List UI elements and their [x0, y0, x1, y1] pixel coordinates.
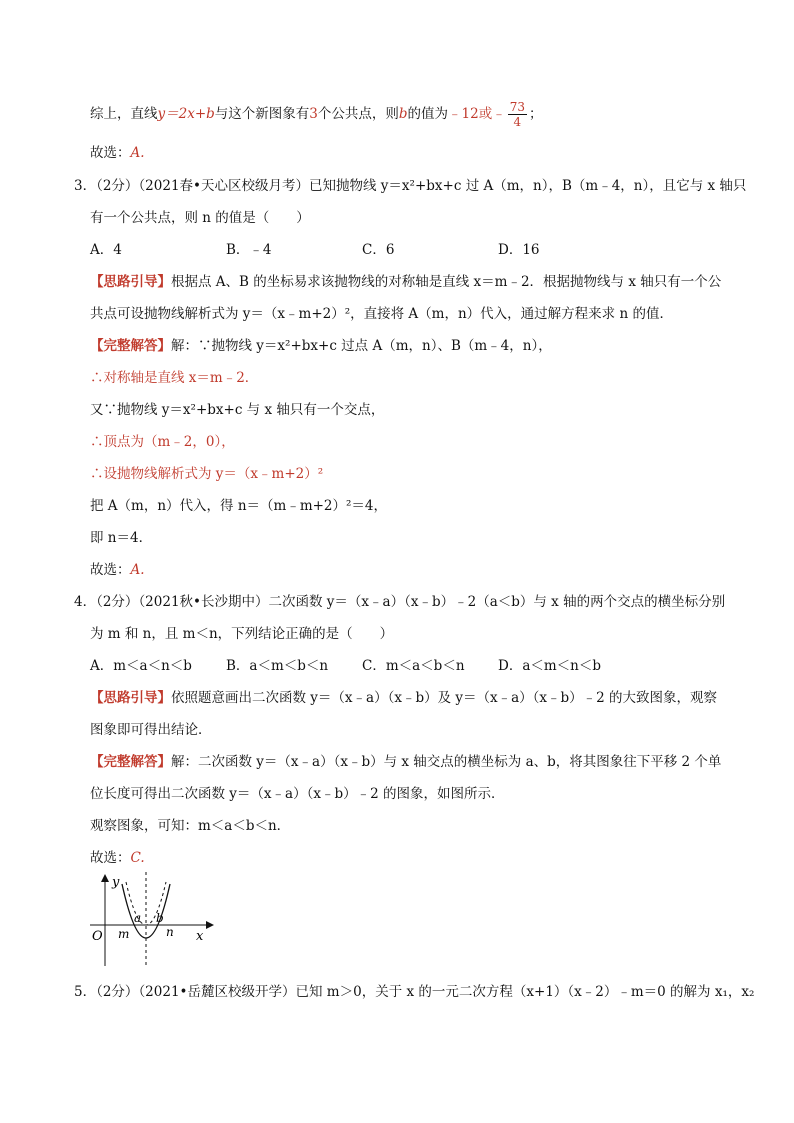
q3-solution-line-6: 把 A（m，n）代入，得 n＝（m﹣m+2）²＝4，	[90, 498, 388, 514]
q3-option-b: B．﹣4	[226, 242, 272, 258]
q4-option-d: D．a＜m＜n＜b	[498, 658, 602, 674]
question-stem: 已知 m＞0，关于 x 的一元二次方程（x+1）（x﹣2）﹣m＝0 的解为 x₁，x₂	[295, 984, 755, 1000]
hint-text: 依照题意画出二次函数 y＝（x﹣a）（x﹣b）及 y＝（x﹣a）（x﹣b）﹣2 的大致图象，观察	[171, 690, 718, 706]
q4-solution-line-1	[90, 752, 721, 772]
hint-text: 根据点 A、B 的坐标易求该抛物线的对称轴是直线 x＝m﹣2．根据抛物线与 x 轴只有一个公	[171, 274, 722, 290]
question-source: （2021春•天心区校级月考）	[138, 178, 310, 194]
question-stem: 二次函数 y＝（x﹣a）（x﹣b）﹣2（a＜b）与 x 轴的两个交点的横坐标分别	[268, 594, 726, 610]
y-axis-arrow-icon	[101, 874, 109, 882]
question-source: （2021•岳麓区校级开学）	[138, 984, 296, 1000]
q4-hint-line-2: 图象即可得出结论．	[90, 722, 212, 738]
answer-value: A.	[130, 145, 145, 161]
q2-summary-text-c: 个公共点，则	[317, 106, 399, 122]
question-source: （2021秋•长沙期中）	[138, 594, 269, 610]
solution-tag: 【完整解答】	[90, 338, 171, 354]
q3-stem-line-2: 有一个公共点，则 n 的值是（ ）	[90, 210, 310, 226]
q3-solution-line-7: 即 n＝4．	[90, 530, 153, 546]
answer-label: 故选：	[90, 562, 131, 578]
q2-summary-fraction	[508, 100, 527, 129]
q4-option-a: A．m＜a＜n＜b	[90, 658, 192, 674]
q5-stem-line-1	[74, 982, 754, 1002]
q3-answer-line	[90, 560, 145, 580]
q3-stem-line-1	[74, 176, 746, 196]
answer-label: 故选：	[90, 850, 131, 866]
fig-label-b: b	[156, 911, 164, 925]
fig-label-a: a	[134, 911, 142, 925]
answer-value: A.	[130, 562, 145, 578]
hint-tag: 【思路引导】	[90, 690, 171, 706]
q2-summary-text: 综上，直线	[90, 106, 158, 122]
answer-label: 故选：	[90, 145, 131, 161]
x-axis-arrow-icon	[206, 921, 214, 929]
q3-hint-line-1	[90, 272, 721, 292]
fig-label-x: x	[196, 929, 204, 944]
q3-hint-line-2: 共点可设抛物线解析式为 y＝（x﹣m+2）²，直接将 A（m，n）代入，通过解方程来求 n 的值．	[90, 306, 673, 322]
question-number: 4．	[74, 594, 97, 610]
q2-summary-value-1: ﹣12	[448, 106, 479, 122]
q3-solution-line-1	[90, 336, 552, 356]
q3-solution-line-2: ∴对称轴是直线 x＝m﹣2．	[90, 370, 259, 386]
question-score: （2分）	[96, 178, 139, 194]
q4-solution-line-2: 位长度可得出二次函数 y＝（x﹣a）（x﹣b）﹣2 的图象，如图所示．	[90, 786, 505, 802]
question-number: 5．	[74, 984, 97, 1000]
q4-answer-line	[90, 848, 145, 868]
q2-line-expr: y＝2x+b	[157, 106, 215, 122]
answer-value: C.	[130, 850, 145, 866]
q2-summary-text-d: 的值为	[407, 106, 449, 122]
q2-summary-end: ；	[529, 106, 543, 122]
q4-solution-line-3: 观察图象，可知：m＜a＜b＜n．	[90, 818, 291, 834]
q2-summary-line	[90, 100, 543, 129]
q4-option-b: B．a＜m＜b＜n	[226, 658, 329, 674]
question-number: 3．	[74, 178, 97, 194]
question-score: （2分）	[96, 984, 139, 1000]
hint-tag: 【思路引导】	[90, 274, 171, 290]
q3-solution-line-3: 又∵抛物线 y＝x²+bx+c 与 x 轴只有一个交点，	[90, 402, 385, 418]
q3-solution-line-4: ∴顶点为（m﹣2，0），	[90, 434, 235, 450]
fig-label-y: y	[112, 875, 120, 890]
q2-summary-text-b: 与这个新图象有	[214, 106, 310, 122]
fig-label-origin: O	[92, 929, 103, 944]
solution-text: 解：∵抛物线 y＝x²+bx+c 过点 A（m，n）、B（m﹣4，n），	[171, 338, 552, 354]
q2-summary-or: 或﹣	[478, 106, 506, 122]
solution-tag: 【完整解答】	[90, 754, 171, 770]
solution-text: 解：二次函数 y＝（x﹣a）（x﹣b）与 x 轴交点的横坐标为 a、b，将其图象往下平移 2 个单	[171, 754, 722, 770]
q3-option-c: C．6	[362, 242, 395, 258]
q2-answer-line	[90, 143, 145, 163]
q4-parabola-figure	[88, 870, 218, 970]
q3-option-d: D．16	[498, 242, 540, 258]
q2-summary-count: 3	[309, 106, 318, 122]
question-stem: 已知抛物线 y＝x²+bx+c 过 A（m，n），B（m﹣4，n），且它与 x 轴只	[309, 178, 747, 194]
fraction-numerator: 73	[509, 100, 526, 114]
fraction-denominator: 4	[513, 115, 522, 129]
question-score: （2分）	[96, 594, 139, 610]
q4-stem-line-1	[74, 592, 725, 612]
q3-option-a: A．4	[90, 242, 122, 258]
q4-option-c: C．m＜a＜b＜n	[362, 658, 465, 674]
fig-label-m: m	[118, 927, 130, 941]
q2-summary-var: b	[398, 106, 408, 122]
q4-hint-line-1	[90, 688, 717, 708]
q4-stem-line-2: 为 m 和 n，且 m＜n，下列结论正确的是（ ）	[90, 626, 394, 642]
fig-label-n: n	[166, 925, 174, 939]
q3-solution-line-5: ∴设抛物线解析式为 y＝（x﹣m+2）²	[90, 466, 324, 482]
